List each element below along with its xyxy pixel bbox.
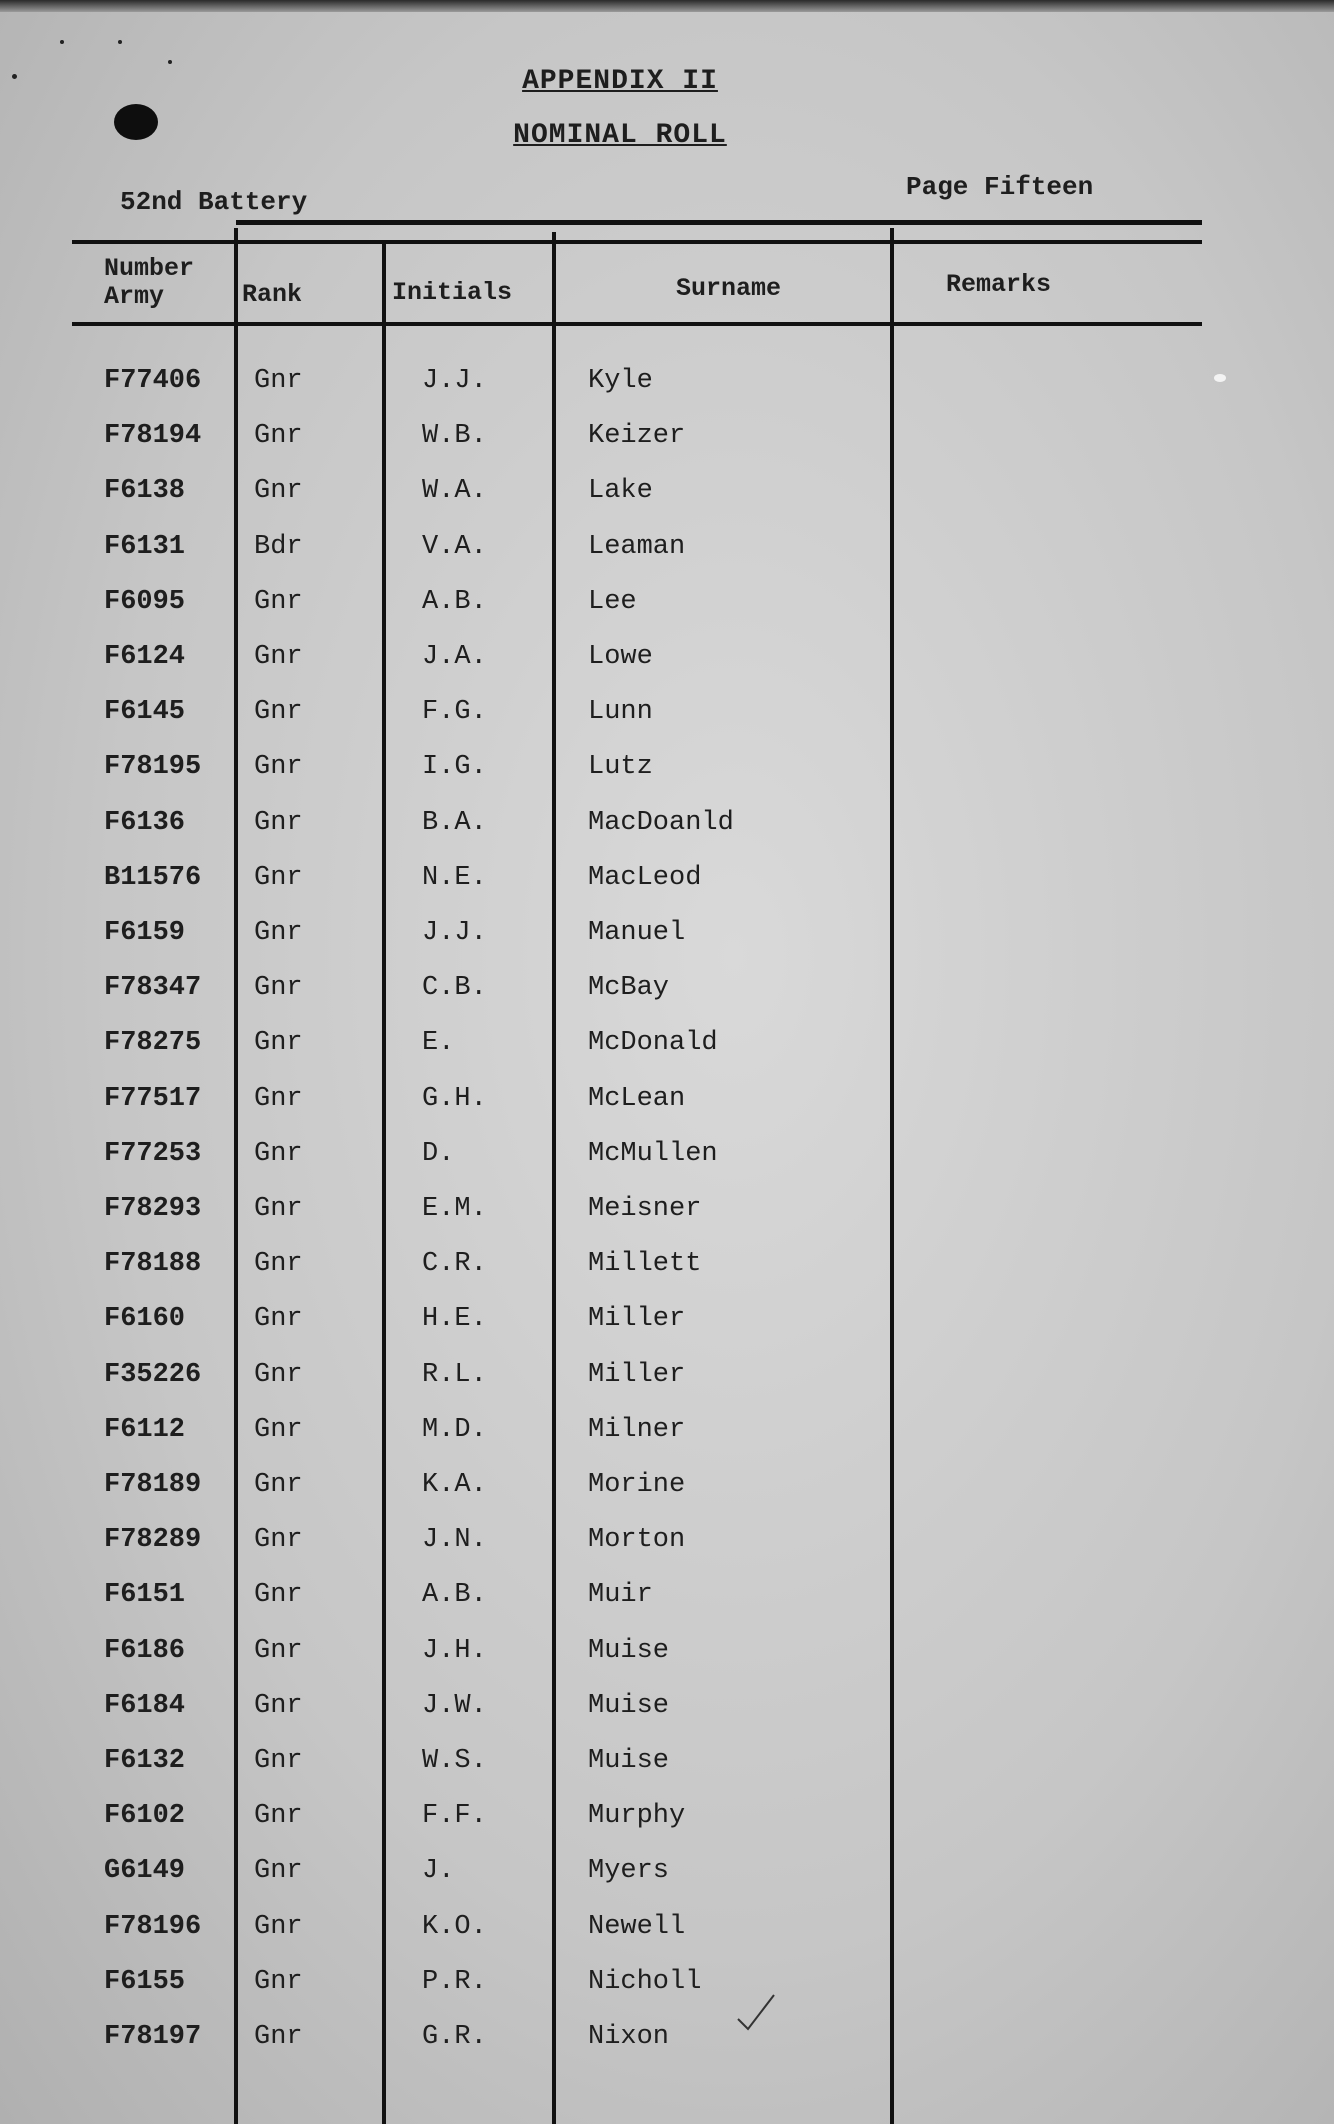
table-row <box>0 1249 1334 1289</box>
table-row <box>0 421 1334 461</box>
table-row <box>0 1636 1334 1676</box>
army-number-cell: F6159 <box>104 918 186 948</box>
initials-cell: W.A. <box>422 476 487 506</box>
surname-cell: Morton <box>588 1525 686 1555</box>
table-row <box>0 973 1334 1013</box>
table-row <box>0 1967 1334 2007</box>
initials-cell: F.G. <box>422 697 487 727</box>
army-number-cell: F6124 <box>104 642 186 672</box>
rank-cell: Gnr <box>254 808 303 838</box>
rank-cell: Gnr <box>254 1249 303 1279</box>
initials-cell: P.R. <box>422 1967 487 1997</box>
army-number-cell: G6149 <box>104 1856 186 1886</box>
army-number-cell: F6136 <box>104 808 186 838</box>
army-number-cell: F77406 <box>104 366 202 396</box>
army-number-cell: F78289 <box>104 1525 202 1555</box>
table-row <box>0 1691 1334 1731</box>
rank-cell: Gnr <box>254 2022 303 2052</box>
table-row <box>0 1470 1334 1510</box>
rank-cell: Gnr <box>254 1084 303 1114</box>
surname-cell: Myers <box>588 1856 670 1886</box>
surname-cell: Lowe <box>588 642 653 672</box>
table-row <box>0 1801 1334 1841</box>
surname-cell: McLean <box>588 1084 686 1114</box>
table-row <box>0 587 1334 627</box>
rank-cell: Gnr <box>254 918 303 948</box>
check-mark-icon <box>736 1993 776 2033</box>
surname-cell: Murphy <box>588 1801 686 1831</box>
army-number-cell: F78293 <box>104 1194 202 1224</box>
initials-cell: W.B. <box>422 421 487 451</box>
column-divider <box>382 240 386 2124</box>
surname-cell: Millett <box>588 1249 702 1279</box>
table-row <box>0 532 1334 572</box>
army-number-cell: F6184 <box>104 1691 186 1721</box>
surname-cell: Keizer <box>588 421 686 451</box>
surname-cell: Meisner <box>588 1194 702 1224</box>
army-number-cell: F6102 <box>104 1801 186 1831</box>
initials-cell: J.A. <box>422 642 487 672</box>
initials-cell: A.B. <box>422 587 487 617</box>
surname-cell: Muise <box>588 1636 670 1666</box>
rank-cell: Gnr <box>254 476 303 506</box>
table-row <box>0 1746 1334 1786</box>
initials-cell: V.A. <box>422 532 487 562</box>
initials-cell: M.D. <box>422 1415 487 1445</box>
surname-cell: Newell <box>588 1912 686 1942</box>
header-army-number-line2: Army <box>104 282 165 311</box>
surname-cell: Muise <box>588 1691 670 1721</box>
table-row <box>0 476 1334 516</box>
surname-cell: Muise <box>588 1746 670 1776</box>
battery-label: 52nd Battery <box>120 187 308 217</box>
initials-cell: D. <box>422 1139 455 1169</box>
rank-cell: Gnr <box>254 1580 303 1610</box>
table-row <box>0 2022 1334 2062</box>
surname-cell: Nicholl <box>588 1967 702 1997</box>
rank-cell: Gnr <box>254 1967 303 1997</box>
initials-cell: R.L. <box>422 1360 487 1390</box>
army-number-cell: F6131 <box>104 532 186 562</box>
speck <box>168 60 172 64</box>
surname-cell: Miller <box>588 1360 686 1390</box>
rank-cell: Gnr <box>254 421 303 451</box>
rank-cell: Gnr <box>254 1028 303 1058</box>
surname-cell: McBay <box>588 973 670 1003</box>
initials-cell: A.B. <box>422 1580 487 1610</box>
army-number-cell: F78196 <box>104 1912 202 1942</box>
rank-cell: Gnr <box>254 752 303 782</box>
table-row <box>0 642 1334 682</box>
initials-cell: J.W. <box>422 1691 487 1721</box>
speck <box>60 40 64 44</box>
initials-cell: E. <box>422 1028 455 1058</box>
table-row <box>0 1856 1334 1896</box>
rank-cell: Gnr <box>254 642 303 672</box>
initials-cell: K.A. <box>422 1470 487 1500</box>
initials-cell: E.M. <box>422 1194 487 1224</box>
initials-cell: K.O. <box>422 1912 487 1942</box>
army-number-cell: F78347 <box>104 973 202 1003</box>
surname-cell: Miller <box>588 1304 686 1334</box>
army-number-cell: F78195 <box>104 752 202 782</box>
initials-cell: W.S. <box>422 1746 487 1776</box>
surname-cell: Manuel <box>588 918 686 948</box>
roll-title: NOMINAL ROLL <box>513 120 727 151</box>
army-number-cell: F6155 <box>104 1967 186 1997</box>
surname-cell: Lee <box>588 587 637 617</box>
initials-cell: J.N. <box>422 1525 487 1555</box>
table-row <box>0 1360 1334 1400</box>
army-number-cell: F78194 <box>104 421 202 451</box>
rank-cell: Bdr <box>254 532 303 562</box>
table-row <box>0 918 1334 958</box>
initials-cell: N.E. <box>422 863 487 893</box>
initials-cell: J.H. <box>422 1636 487 1666</box>
army-number-cell: B11576 <box>104 863 202 893</box>
rank-cell: Gnr <box>254 1691 303 1721</box>
army-number-cell: F6160 <box>104 1304 186 1334</box>
army-number-cell: F78197 <box>104 2022 202 2052</box>
rank-cell: Gnr <box>254 973 303 1003</box>
army-number-cell: F78275 <box>104 1028 202 1058</box>
table-row <box>0 1415 1334 1455</box>
surname-cell: McDonald <box>588 1028 718 1058</box>
table-top-rule <box>236 220 1202 225</box>
page-label: Page Fifteen <box>906 172 1094 202</box>
initials-cell: H.E. <box>422 1304 487 1334</box>
table-header-top-rule <box>72 240 1202 244</box>
army-number-cell: F6138 <box>104 476 186 506</box>
army-number-cell: F6095 <box>104 587 186 617</box>
army-number-cell: F78188 <box>104 1249 202 1279</box>
surname-cell: Lunn <box>588 697 653 727</box>
table-row <box>0 1580 1334 1620</box>
surname-cell: MacLeod <box>588 863 702 893</box>
initials-cell: G.R. <box>422 2022 487 2052</box>
rank-cell: Gnr <box>254 1415 303 1445</box>
surname-cell: Morine <box>588 1470 686 1500</box>
table-row <box>0 1304 1334 1344</box>
rank-cell: Gnr <box>254 1636 303 1666</box>
speck <box>118 40 122 44</box>
header-surname: Surname <box>676 274 782 303</box>
table-row <box>0 697 1334 737</box>
rank-cell: Gnr <box>254 1194 303 1224</box>
surname-cell: Lake <box>588 476 653 506</box>
surname-cell: Muir <box>588 1580 653 1610</box>
surname-cell: Leaman <box>588 532 686 562</box>
scan-edge <box>0 0 1334 12</box>
rank-cell: Gnr <box>254 587 303 617</box>
rank-cell: Gnr <box>254 1912 303 1942</box>
table-row <box>0 1139 1334 1179</box>
appendix-title: APPENDIX II <box>522 66 718 97</box>
initials-cell: J.J. <box>422 918 487 948</box>
rank-cell: Gnr <box>254 863 303 893</box>
table-header-bottom-rule <box>72 322 1202 326</box>
surname-cell: Lutz <box>588 752 653 782</box>
army-number-cell: F78189 <box>104 1470 202 1500</box>
table-row <box>0 1194 1334 1234</box>
rank-cell: Gnr <box>254 1139 303 1169</box>
surname-cell: Kyle <box>588 366 653 396</box>
initials-cell: F.F. <box>422 1801 487 1831</box>
rank-cell: Gnr <box>254 1801 303 1831</box>
table-row <box>0 1084 1334 1124</box>
surname-cell: MacDoanld <box>588 808 734 838</box>
table-row <box>0 752 1334 792</box>
table-row <box>0 1525 1334 1565</box>
rank-cell: Gnr <box>254 1470 303 1500</box>
army-number-cell: F6112 <box>104 1415 186 1445</box>
army-number-cell: F6186 <box>104 1636 186 1666</box>
army-number-cell: F77253 <box>104 1139 202 1169</box>
surname-cell: McMullen <box>588 1139 718 1169</box>
table-row <box>0 1028 1334 1068</box>
surname-cell: Nixon <box>588 2022 670 2052</box>
table-row <box>0 863 1334 903</box>
header-initials: Initials <box>392 278 513 307</box>
initials-cell: J.J. <box>422 366 487 396</box>
rank-cell: Gnr <box>254 366 303 396</box>
army-number-cell: F6132 <box>104 1746 186 1776</box>
header-army-number-line1: Number <box>104 254 195 283</box>
surname-cell: Milner <box>588 1415 686 1445</box>
rank-cell: Gnr <box>254 697 303 727</box>
header-remarks: Remarks <box>946 270 1052 299</box>
initials-cell: C.B. <box>422 973 487 1003</box>
initials-cell: B.A. <box>422 808 487 838</box>
header-rank: Rank <box>242 280 303 309</box>
table-row <box>0 366 1334 406</box>
table-row <box>0 808 1334 848</box>
rank-cell: Gnr <box>254 1360 303 1390</box>
army-number-cell: F35226 <box>104 1360 202 1390</box>
army-number-cell: F6145 <box>104 697 186 727</box>
header-army-number <box>104 255 194 311</box>
rank-cell: Gnr <box>254 1525 303 1555</box>
army-number-cell: F6151 <box>104 1580 186 1610</box>
army-number-cell: F77517 <box>104 1084 202 1114</box>
table-row <box>0 1912 1334 1952</box>
rank-cell: Gnr <box>254 1856 303 1886</box>
rank-cell: Gnr <box>254 1746 303 1776</box>
initials-cell: G.H. <box>422 1084 487 1114</box>
initials-cell: J. <box>422 1856 455 1886</box>
initials-cell: C.R. <box>422 1249 487 1279</box>
rank-cell: Gnr <box>254 1304 303 1334</box>
initials-cell: I.G. <box>422 752 487 782</box>
